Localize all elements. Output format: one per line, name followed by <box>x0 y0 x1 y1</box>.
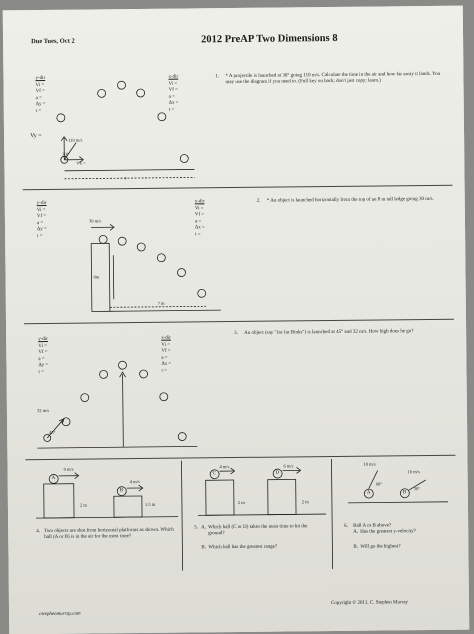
p4-a-speed-label: 9 m/s <box>64 467 74 472</box>
y-vf: Vf = <box>38 350 48 357</box>
y-t: t = <box>36 109 46 116</box>
y-a: a = <box>38 357 48 364</box>
p4-ball-a <box>49 474 58 483</box>
y-vi: Vi = <box>38 344 48 351</box>
p6-question <box>344 523 459 551</box>
x-a: a = <box>195 219 205 226</box>
y-vi: Vi = <box>37 208 47 215</box>
p4-ground <box>36 517 178 518</box>
y-dir-heading: y-dir <box>37 201 47 208</box>
y-dy: Δy = <box>38 363 48 370</box>
p4-number: 4. <box>36 529 40 535</box>
x-a: a = <box>161 355 171 362</box>
p6-a-arrow <box>369 471 378 489</box>
y-dy: Δy = <box>37 227 47 234</box>
y-dy: Δy = <box>36 102 46 109</box>
p1-vx-label: Vx = <box>76 161 85 166</box>
p1-range-label: ? <box>124 176 126 181</box>
p6-ball-a <box>364 489 373 498</box>
x-dx: Δx = <box>169 101 179 108</box>
p5-d-speed-label: 6 m/s <box>284 463 294 468</box>
p2-range-label: ? m <box>158 301 165 306</box>
x-t: t = <box>162 369 172 376</box>
p6-a-text: Has the greatest y-velocity? <box>360 529 416 535</box>
x-dir-heading: x-dir <box>168 75 178 82</box>
p4-platform-a <box>44 484 74 518</box>
x-vf: Vf = <box>195 213 205 220</box>
p6-ground <box>348 502 448 503</box>
due-date: Due Tues, Oct 2 <box>31 38 75 45</box>
p4-b-speed-label: 4 m/s <box>130 479 140 484</box>
p6-ball-b <box>400 489 409 498</box>
p5-platform-d <box>268 479 296 514</box>
x-dx: Δx = <box>161 362 171 369</box>
x-vi: Vi = <box>161 342 171 349</box>
x-vi: Vi = <box>195 206 205 213</box>
y-t: t = <box>37 234 47 241</box>
p6-a-letter: A. <box>353 530 358 536</box>
p6-a-angle-label: 60° <box>376 481 382 486</box>
footer-copyright: Copyright © 2011, C. Stephen Murray <box>331 600 408 606</box>
x-vi: Vi = <box>168 81 178 88</box>
p1-speed-label: 110 m/s <box>68 138 82 143</box>
p1-vy-label: Vy = <box>30 133 42 139</box>
p3-text: An object (say "Jar Jar Binks") is launched at 45° and 32 m/s. How high does he go? <box>244 329 413 336</box>
x-dx: Δx = <box>195 226 205 233</box>
p5-number: 5. <box>194 525 198 531</box>
p5-c-height-label: 2 m <box>238 500 245 505</box>
p4-b-height-label: 1.5 m <box>145 502 155 507</box>
x-t: t = <box>169 108 179 115</box>
p5-b-letter: B. <box>201 545 206 551</box>
y-dir-heading: y-dir <box>35 76 45 83</box>
p5-c-speed-label: 4 m/s <box>220 464 230 469</box>
y-dir-heading: y-dir <box>38 337 48 344</box>
x-dir-heading: x-dir <box>161 336 171 343</box>
p6-ball-a-label: A <box>367 491 371 496</box>
p6-b-arrow <box>409 480 426 490</box>
y-t: t = <box>39 370 49 377</box>
p1-text: * A projectile is launched at 30° going 110 m/s. Calculate the time in the air and how far away it lands. You may use the diagram if you need to. (Full key on back; don't just copy; learn.) <box>225 72 440 85</box>
p6-number: 6. <box>344 524 348 530</box>
x-a: a = <box>169 94 179 101</box>
p3-angle-label: 45° <box>49 430 55 435</box>
p6-b-angle-label: 30° <box>414 486 420 491</box>
p2-number: 2. <box>257 199 261 205</box>
y-vf: Vf = <box>36 89 46 96</box>
p5-question <box>194 524 324 551</box>
p5-b-text: Which ball has the greatest range? <box>208 545 277 551</box>
y-vf: Vf = <box>37 214 47 221</box>
p1-number: 1. <box>215 74 219 80</box>
p2-height-label: 8m <box>94 274 100 279</box>
p3-number: 3. <box>234 331 238 337</box>
p4-a-height-label: 2 m <box>80 503 87 508</box>
x-vf: Vf = <box>169 88 179 95</box>
p1-angle-label: 30° <box>62 152 68 157</box>
p3-speed-label: 32 m/s <box>37 408 49 413</box>
p6-b-text: Will go the highest? <box>360 544 400 549</box>
column-divider <box>181 461 182 571</box>
column-divider <box>331 459 332 569</box>
y-a: a = <box>37 221 47 228</box>
p5-a-text: Which ball (C or D) takes the most time to hit the ground? <box>208 524 307 536</box>
p6-ball-b-label: B <box>403 490 406 495</box>
p5-a-letter: A. <box>201 525 206 531</box>
footer-website: cstephenmurray.com <box>39 612 81 617</box>
p6-a-speed-label: 10 m/s <box>363 462 375 467</box>
p4-text: Two objects are shot from horizontal platforms as shown. Which ball (A or B) is in the air for the most time? <box>44 528 174 540</box>
y-a: a = <box>36 96 46 103</box>
p2-speed-label: 30 m/s <box>89 218 101 223</box>
x-vf: Vf = <box>161 349 171 356</box>
p4-ball-a-label: A <box>52 476 56 481</box>
p6-intro: Ball A or B above? <box>353 523 391 528</box>
worksheet-page <box>3 6 470 634</box>
x-t: t = <box>195 232 205 239</box>
p4-question <box>44 528 176 541</box>
y-vi: Vi = <box>36 83 46 90</box>
p2-text: * An object is launched horizontally from the top of an 8 m tall ledge going 30 m/s. <box>267 197 434 204</box>
p5-ball-d <box>273 469 282 478</box>
p5-ball-c-label: C <box>213 471 216 476</box>
p5-ball-c <box>210 470 219 479</box>
x-dir-heading: x-dir <box>195 199 205 206</box>
p4-platform-b <box>114 496 142 517</box>
p4-ball-b <box>117 487 126 496</box>
p5-platform-c <box>206 480 234 515</box>
p4-ball-b-label: B <box>120 488 123 493</box>
p5-d-height-label: 2 m <box>302 499 309 504</box>
p5-ball-d-label: D <box>276 471 280 476</box>
page-title: 2012 PreAP Two Dimensions 8 <box>201 33 338 45</box>
p5-ground <box>198 514 326 515</box>
p6-b-letter: B. <box>353 545 358 551</box>
p6-b-speed-label: 10 m/s <box>408 469 420 474</box>
